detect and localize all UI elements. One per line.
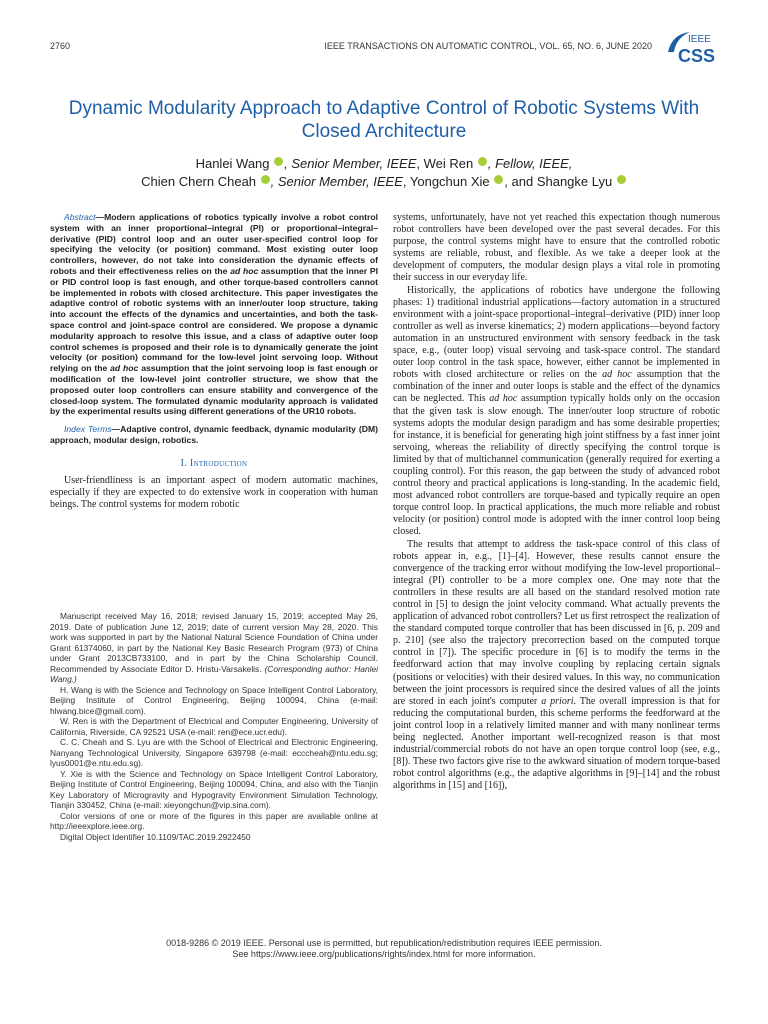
copyright-footer (40, 938, 728, 960)
logo-bottom-text: CSS (678, 46, 716, 66)
rights-link-line[interactable]: See https://www.ieee.org/publications/rights/index.html for more information. (232, 949, 536, 959)
body-paragraph: User-friendliness is an important aspect of modern automatic machines, especially if they are expected to do extensive work in cooperation with human beings. The control systems for modern robotic (50, 474, 378, 510)
author-separator: , and (504, 174, 537, 189)
author-separator: , (416, 156, 424, 171)
copyright-line: 0018-9286 © 2019 IEEE. Personal use is permitted, but republication/redistribution requires IEEE permission. (166, 938, 602, 948)
footnote-paragraph: W. Ren is with the Department of Electrical and Computer Engineering, University of California, Riverside, CA 92521 USA (e-mail: ren@ece.ucr.edu). (50, 716, 378, 737)
left-column (50, 212, 378, 511)
logo-top-text: IEEE (688, 34, 711, 45)
right-column (393, 212, 720, 793)
body-paragraph: The results that attempt to address the task-space control of this class of robots appear in, e.g., [1]–[4]. However, these results cannot ensure the convergence of the tracking error without modifying the low-level proportional–integral (PI) controller to be a more complex one. One may note that the controllers in these results are all based on the standard resolved motion rate control in [5] to design the joint velocity command. What actually prevents the application of advanced robot controllers? Let us first retrospect the realization of the standard computed torque controller that has been discussed in [6, p. 209 and p. 210] (see also the trajectory precorrection based on the computed torque control in [7]). The specific procedure in [6] is to modify the terms in the feedforward action that may involve coupling by replacing certain signals (positions or velocities) with their desired values. In this way, no communication between the joint processors is required since the desired values of all the joints are stored in each joint's computer a priori. The overall impression is that for reducing the computational burden, this scheme performs the feedforward at the joint control loop in a relatively limited manner and with many nonlinear terms being neglected. Another important well-recognized reason is that most industrial/commercial robots do not have an open torque control loop (see, e.g., [8]). These two factors give rise to the awkward situation of modern torque-based robot control algorithms (e.g., the adaptive algorithms in [9]–[14] and the robust algorithms in [15] and [16]), (393, 538, 721, 792)
author-name: Yongchun Xie (409, 174, 490, 189)
footnote-paragraph: Manuscript received May 16, 2018; revised January 15, 2019; accepted May 26, 2019. Date of publication June 12, 2019; date of current version May 28, 2020. This work was supported in part by the National Natural Science Foundation of China under Grant 61374060, in part by the National Key Basic Research Program (973) of China under Grant 2013CB733100, and in part by the China Scholarship Council. Recommended by Associate Editor D. Hristu-Varsakelis. (Corresponding author: Hanlei Wang.) (50, 611, 378, 684)
author-separator: , (402, 174, 410, 189)
orcid-icon[interactable] (494, 175, 503, 184)
abstract-label: Abstract (64, 212, 96, 222)
author-name: Wei Ren (423, 156, 474, 171)
author-membership: , Senior Member, IEEE (270, 174, 403, 189)
body-paragraph: systems, unfortunately, have not yet reached this expectation though numerous robot controllers have been developed over the past several decades. For this purpose, the control systems might have to ensure that the controlled robotic systems are reliable, robust, and flexible. As we take a deeper look at the development of computers, the modular design plays a vital role in promoting their success in our everyday life. (393, 212, 720, 284)
page-number: 2760 (50, 41, 71, 51)
orcid-icon[interactable] (274, 157, 283, 166)
author-membership: , Fellow, IEEE, (487, 156, 573, 171)
footnote-paragraph: Y. Xie is with the Science and Technology on Space Intelligent Control Laboratory, Beijing Institute of Control Engineering, Beijing 100094, China, and also with the Tianjin Key Laboratory of Microgravity and Hypogravity Environment Simulation Technology, Tianjin 330452, China (e-mail: xieyongchun@vip.sina.com). (50, 768, 378, 810)
author-name: Shangke Lyu (536, 174, 613, 189)
section-heading-introduction: I. Introduction (180, 457, 248, 469)
doi-line[interactable]: Digital Object Identifier 10.1109/TAC.2019.2922450 (60, 831, 251, 842)
author-membership: , Senior Member, IEEE (284, 156, 417, 171)
footnote-paragraph: C. C. Cheah and S. Lyu are with the School of Electrical and Electronic Engineering, Nanyang Technological University, Singapore 639798 (e-mail: ecccheah@ntu.edu.sg; lyus0001@e.ntu.edu.sg). (50, 737, 378, 768)
author-line-2 (40, 173, 728, 191)
orcid-icon[interactable] (617, 175, 626, 184)
index-terms: Index Terms—Adaptive control, dynamic feedback, dynamic modularity (DM) approach, modular design, robotics. (50, 424, 378, 445)
journal-header: IEEE TRANSACTIONS ON AUTOMATIC CONTROL, VOL. 65, NO. 6, JUNE 2020 (324, 41, 652, 51)
author-list (40, 155, 728, 191)
paper-title: Dynamic Modularity Approach to Adaptive Control of Robotic Systems With Closed Architecture (68, 98, 700, 142)
body-paragraph: Historically, the applications of robotics have undergone the following phases: 1) traditional industrial applications—factory automation in a structured environment with a joint-space proportional–integral–derivative (PID) inner loop controller as well as inverse kinematics; 2) modern applications—beyond factory automation in an unstructured environment with sensory feedback in the task space, e.g., (outer loop) visual servoing and task-space control. The standard outer loop control in the task space, however, either cannot be implemented in robots with closed architecture or relies on the ad hoc assumption that the combination of the inner and outer loops is stable and the effect of the dynamics can be neglected. This ad hoc assumption typically holds only on the occasion that the given task is slow enough. The inner/outer loop structure of robotic systems adopts the modular design paradigm and has some desirable properties; for instance, it is beneficial for generating high joint stiffness by a fast inner joint servoing, whereas the reliability of directly specifying the control torque is limited by that of multichannel communication (generally required for exerting a coupling control). For this reason, the gap between the study of advanced robot control theory and practical applications is long-standing. In the academic field, most advanced robot controllers are torque-based and typically require an open torque control loop. In practical applications, the much more reliable and robust velocity (or position) control mode is adopted with the inner control loop being closed. (393, 284, 720, 538)
author-name: Hanlei Wang (195, 156, 270, 171)
abstract: Abstract—Modern applications of robotics typically involve a robot control system with an inner proportional–integral (PI) or proportional–integral–derivative (PID) control loop and an outer user-specified control loop for specifying the velocity (or position) command. Most existing outer loop controllers, however, do not take into consideration the dynamic effects of robots and their effectiveness relies on the ad hoc assumption that the inner PI or PID control loop is fast enough, and other torque-based controllers cannot be implemented in robots with closed architecture. This paper investigates the adaptive control of robotic systems with an inner/outer loop structure, taking into account the effects of the dynamics and uncertainties, and both the task-space control and joint-space control are considered. We propose a dynamic modularity approach to resolve this issue, and a class of adaptive outer loop control schemes is proposed and their role is to dynamically generate the joint velocity (or position) command for the low-level joint servoing loop. Without relying on the ad hoc assumption that the joint servoing loop is fast enough or modification of the low-level joint controller structure, we show that the proposed outer loop controllers can ensure stability and convergence of the closed-loop system. The formulated dynamic modularity approach is validated by the experimental results using different generations of the UR10 robots. (50, 212, 378, 417)
author-name: Chien Chern Cheah (141, 174, 257, 189)
footnote-paragraph: H. Wang is with the Science and Technology on Space Intelligent Control Laboratory, Beijing Institute of Control Engineering, Beijing 100094, China (e-mail: hlwang.bice@gmail.com). (50, 684, 378, 716)
orcid-icon[interactable] (478, 157, 487, 166)
index-terms-label: Index Terms (64, 424, 112, 435)
author-line-1 (40, 155, 728, 173)
first-page-footnote (50, 611, 378, 842)
footnote-paragraph: Color versions of one or more of the figures in this paper are available online at http://ieeexplore.ieee.org. (50, 810, 378, 831)
orcid-icon[interactable] (261, 175, 270, 184)
ieee-css-logo (664, 28, 724, 66)
